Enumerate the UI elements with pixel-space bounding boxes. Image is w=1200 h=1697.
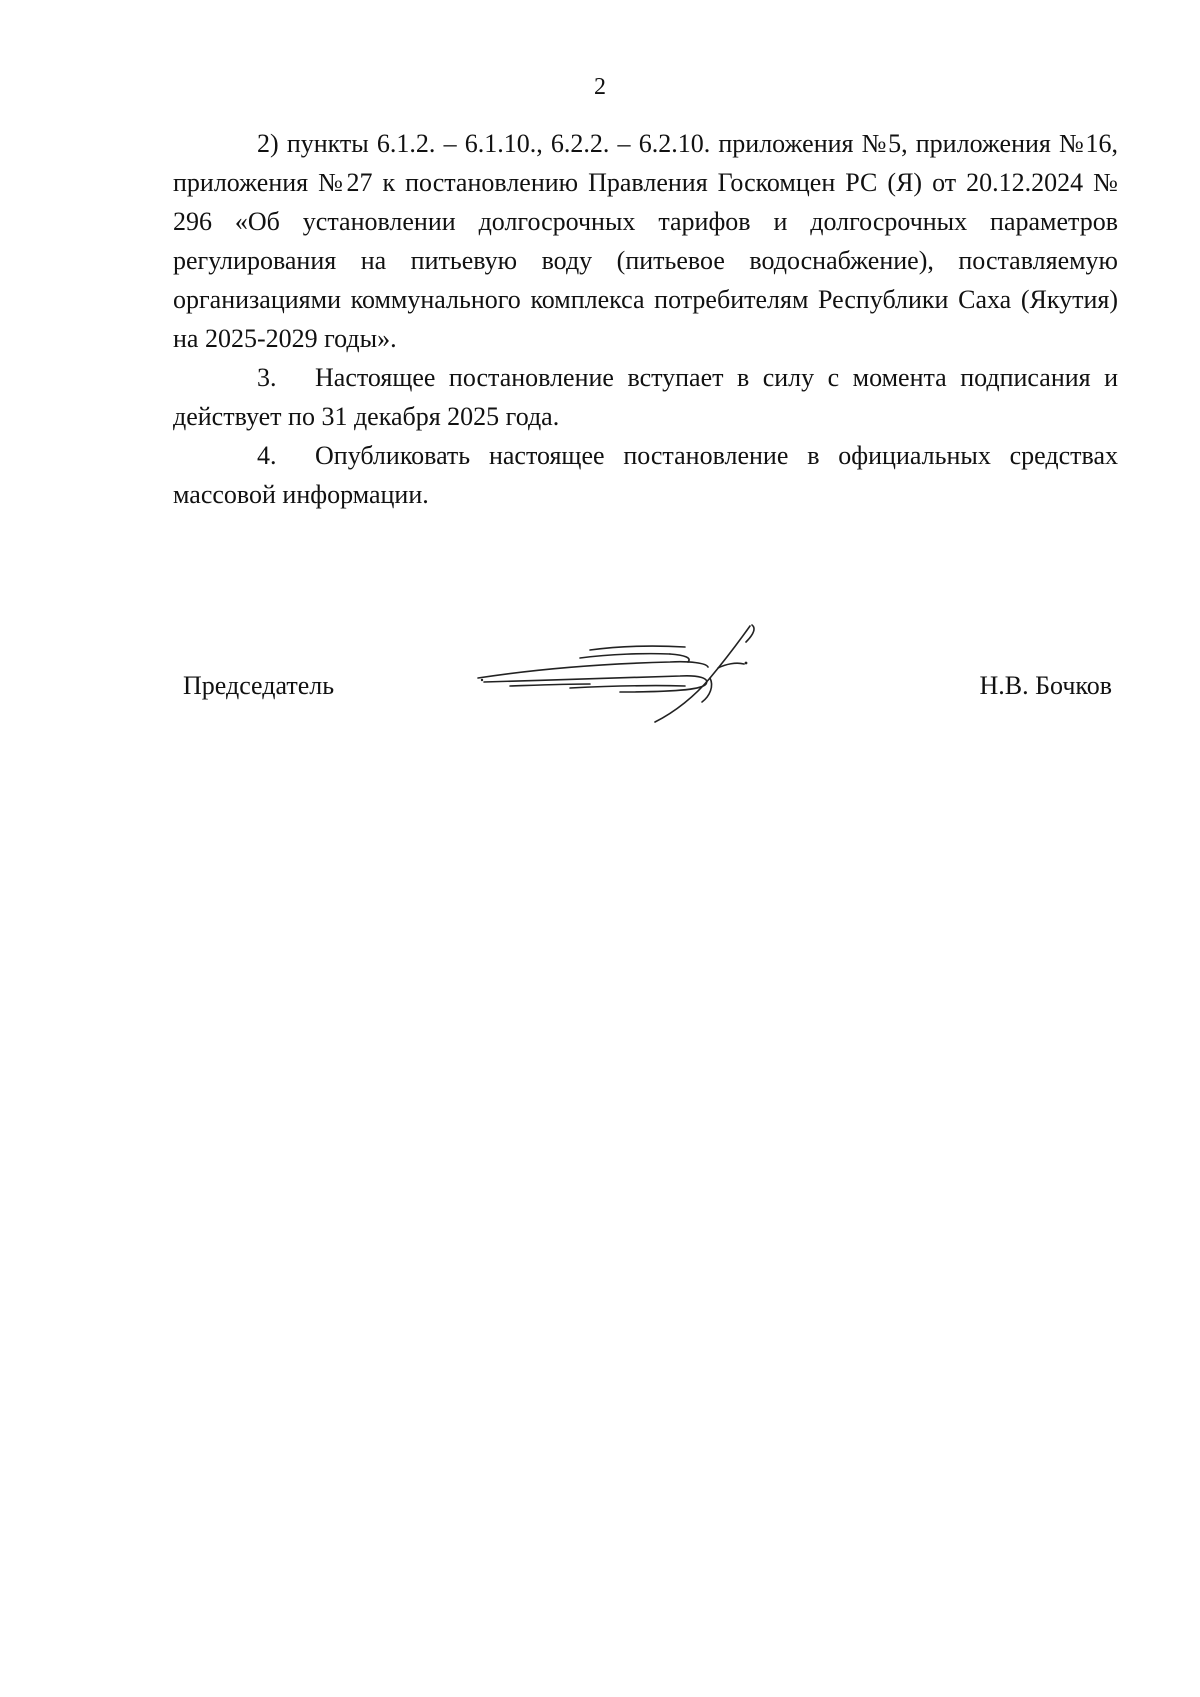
page-number: 2 — [594, 74, 606, 100]
paragraph-text: 2) пункты 6.1.2. – 6.1.10., 6.2.2. – 6.2.10. приложения №5, приложения №16, приложения №27 к постановлению Правления Госкомцен РС (Я) от 20.12.2024 № 296 «Об установлении долгосрочных тарифов и долгосрочных параметров регулирования на питьевую воду (питьевое водоснабжение), поставляемую организациями коммунального комплекса потребителям Республики Саха (Якутия) на 2025-2029 годы». — [173, 129, 1118, 353]
signature-block — [0, 620, 1200, 730]
paragraph-item-2 — [173, 124, 1118, 358]
signer-name: Н.В. Бочков — [979, 671, 1112, 700]
signer-position: Председатель — [183, 671, 335, 700]
paragraph-number: 3. — [257, 363, 277, 392]
paragraph-number: 4. — [257, 441, 277, 470]
handwritten-signature — [470, 620, 790, 725]
paragraph-3 — [173, 358, 1118, 436]
paragraph-4 — [173, 436, 1118, 514]
document-body — [173, 124, 1118, 514]
paragraph-text: Опубликовать настоящее постановление в официальных средствах массовой информации. — [173, 441, 1118, 509]
paragraph-text: Настоящее постановление вступает в силу с момента подписания и действует по 31 декабря 2025 года. — [173, 363, 1118, 431]
